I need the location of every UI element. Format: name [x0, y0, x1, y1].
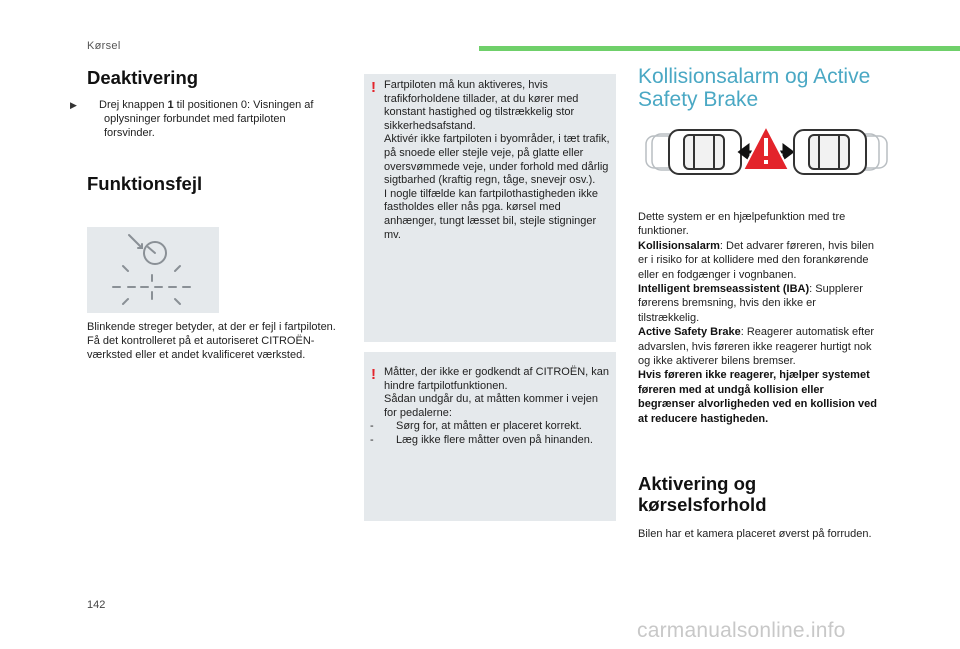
page-number: 142	[87, 599, 106, 611]
activation-heading: Aktivering og kørselsforhold	[638, 473, 767, 515]
arrow-bullet-icon: ▶	[70, 100, 77, 110]
collision-bold-note: Hvis føreren ikke reagerer, hjælper systemet føreren med at undgå kollision eller begrænser alvorligheden ved en kollision ved at reducere hastigheden.	[638, 369, 878, 425]
warning-exclamation-icon: !	[371, 366, 376, 383]
warning-text-mats: Måtter, der ikke er godkendt af CITROËN, kan hindre fartpilotfunktionen. Sådan undgår du, at måtten kommer i vejen for pedalerne: - Sørg for, at måtten er placeret korrekt. - Læg ikke flere måtter oven på hinanden.	[370, 366, 609, 446]
collision-illustration-icon	[644, 124, 889, 180]
activation-text: Bilen har et kamera placeret øverst på forruden.	[638, 528, 872, 540]
collision-alert-title: Kollisionsalarm og Active Safety Brake	[638, 65, 871, 111]
list-item: - Læg ikke flere måtter oven på hinanden.	[370, 433, 593, 446]
watermark: carmanualsonline.info	[637, 619, 846, 642]
list-item: - Sørg for, at måtten er placeret korrekt.	[370, 420, 582, 433]
warning-exclamation-icon: !	[371, 79, 376, 96]
fault-heading: Funktionsfejl	[87, 173, 203, 194]
warning-text-cruise: Fartpiloten må kun aktiveres, hvis trafikforholdene tillader, at du kører med konstant hastighed og tilstrækkelig stor sikkerhedsafstand. Aktivér ikke fartpiloten i byområder, i tæt trafik, på snoede eller stejle veje, på glatte eller oversvømmede veje, under forhold med dårlig sigtbarhed (kraftig regn, tåge, snevejr osv.). I nogle tilfælde kan fartpilothastigheden ikke fastholdes eller nås pga. kørsel med anhænger, tungt læsset bil, stejle stigninger mv.	[384, 79, 610, 241]
section-accent-bar	[479, 46, 960, 51]
collision-description: Dette system er en hjælpefunktion med tre funktioner. Kollisionsalarm: Det advarer føreren, hvis bilen er i risiko for at kollidere med den forankørende eller en fodgænger i vognbanen. Intelligent bremseassistent (IBA): Supplerer førerens bremsning, hvis den ikke er tilstrækkelig. Active Safety Brake: Reagerer automatisk efter advarslen, hvis føreren ikke reagerer hurtigt nok og ikke aktiverer bilens bremser. Hvis føreren ikke reagerer, hjælper systemet føreren med at undgå kollision eller begrænser alvorligheden ved en kollision ved at reducere hastigheden.	[638, 211, 878, 425]
section-label: Kørsel	[87, 40, 121, 52]
fault-icon-panel	[87, 227, 219, 313]
cruise-control-fault-icon	[87, 227, 219, 313]
deactivation-heading: Deaktivering	[87, 67, 199, 88]
fault-description: Blinkende streger betyder, at der er fejl i fartpiloten. Få det kontrolleret på et autoriseret CITROËN-værksted eller et andet kvalificeret værksted.	[87, 321, 336, 361]
deactivation-instruction: ▶ Drej knappen 1 til positionen 0: Visningen af oplysninger forbundet med fartpiloten forsvinder.	[70, 99, 314, 139]
